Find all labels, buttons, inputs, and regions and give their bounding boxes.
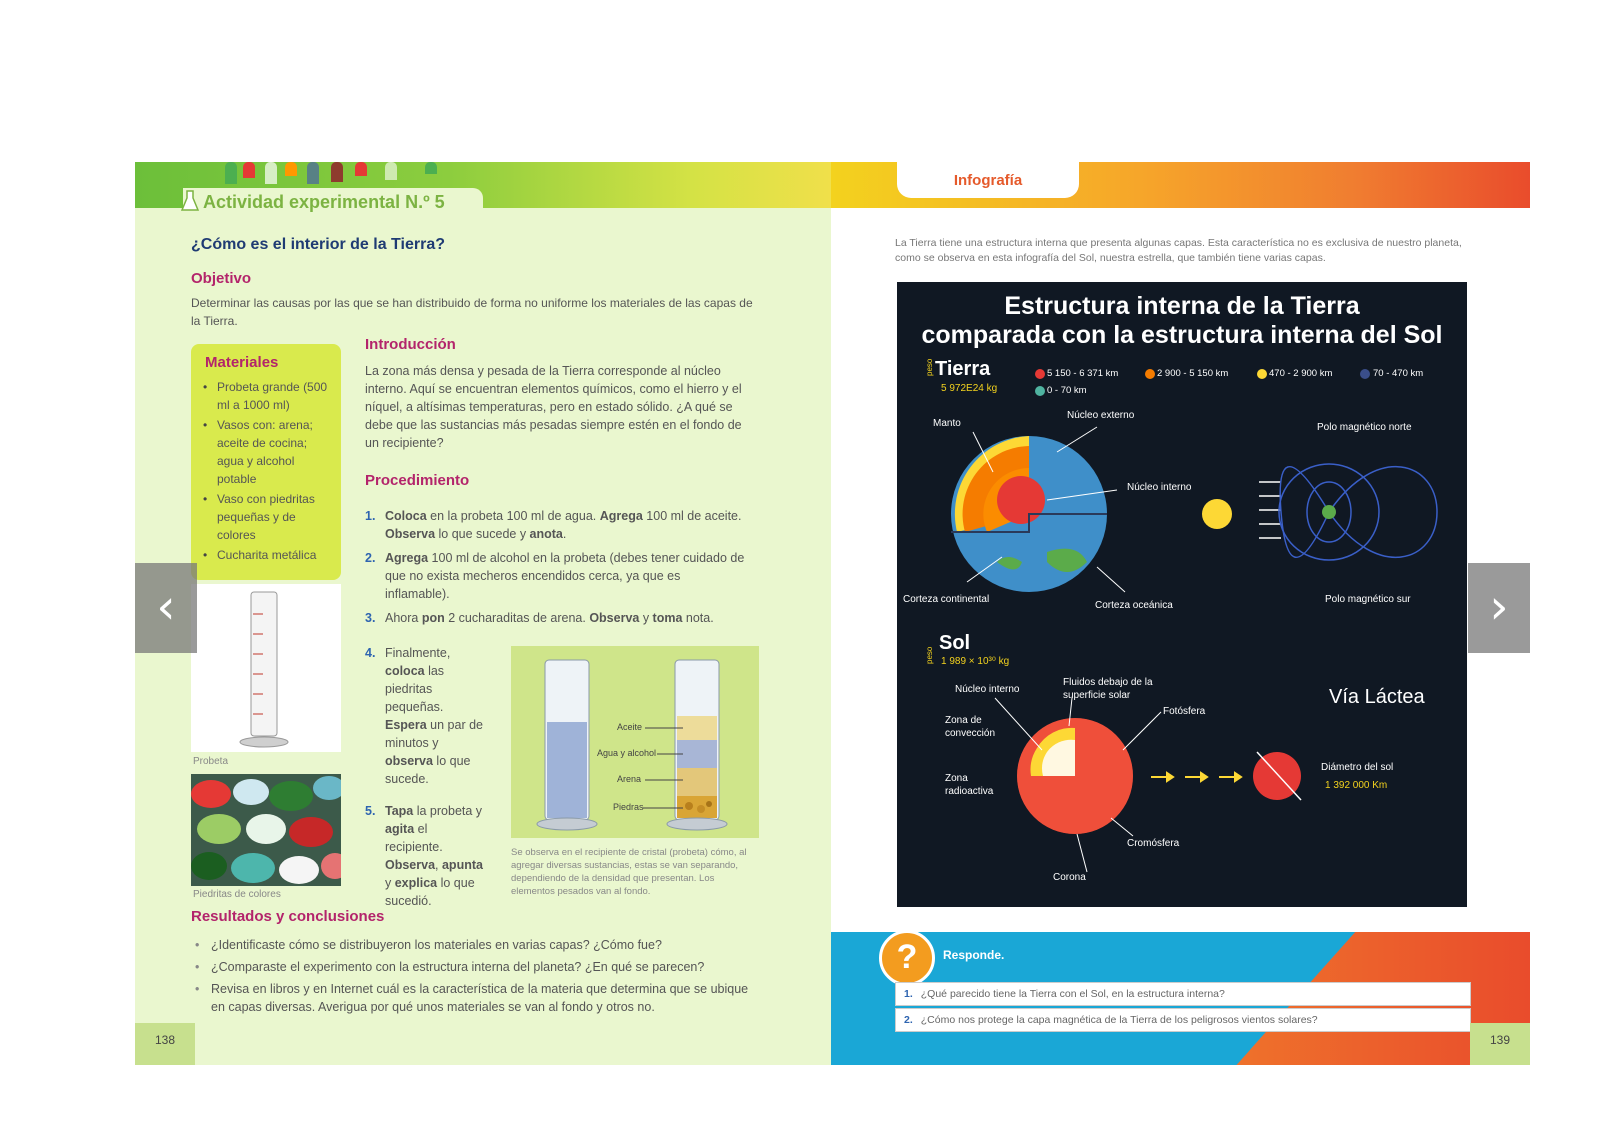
label-zona-conveccion: Zona de convección bbox=[945, 715, 996, 739]
procedure-step-4: 4. Finalmente, coloca las piedritas pequeñas. Espera un par de minutos y observa lo que sucede. bbox=[365, 646, 483, 786]
objetivo-text: Determinar las causas por las que se han distribuido de forma no uniforme los materiales de las capas de la Tierra. bbox=[191, 296, 753, 328]
label-fotosfera: Fotósfera bbox=[1163, 706, 1206, 717]
prev-page-button[interactable] bbox=[135, 563, 197, 653]
list-item: • ¿Identificaste cómo se distribuyeron los materiales en varias capas? ¿Cómo fue? bbox=[191, 936, 751, 954]
activity-title-tab bbox=[183, 188, 483, 216]
page-number-right: 139 bbox=[1470, 1023, 1530, 1065]
label-manto: Manto bbox=[933, 418, 961, 429]
infografia-tab-label: Infografía bbox=[953, 172, 1023, 189]
graduated-cylinder-image bbox=[191, 584, 341, 752]
materials-list bbox=[203, 378, 335, 566]
procedure-step: 3. Ahora pon 2 cucharaditas de arena. Observa y toma nota. bbox=[365, 611, 714, 625]
label-piedras: Piedras bbox=[613, 802, 644, 812]
infographic-title-line2: comparada con la estructura interna del Sol bbox=[921, 321, 1443, 349]
intro-heading: Introducción bbox=[365, 336, 456, 353]
book-spread bbox=[135, 162, 1530, 1065]
legend-item: 2 900 - 5 150 km bbox=[1157, 368, 1229, 379]
label-via-lactea: Vía Láctea bbox=[1329, 686, 1425, 708]
label-diametro: Diámetro del sol bbox=[1321, 762, 1394, 773]
label-polo-norte: Polo magnético norte bbox=[1317, 422, 1412, 433]
right-page bbox=[831, 162, 1530, 1065]
question-1: 1. ¿Qué parecido tiene la Tierra con el Sol, en la estructura interna? bbox=[895, 982, 1471, 1006]
chevron-right-icon: › bbox=[1489, 579, 1509, 635]
objetivo-heading: Objetivo bbox=[191, 270, 252, 287]
label-corteza-oceanica: Corteza oceánica bbox=[1095, 600, 1173, 611]
activity-question: ¿Cómo es el interior de la Tierra? bbox=[191, 236, 445, 253]
infographic bbox=[897, 282, 1467, 907]
procedure-step: 1. Coloca en la probeta 100 ml de agua. Agrega 100 ml de aceite. Observa lo que sucede y anota. bbox=[365, 509, 742, 541]
procedure-step: 2. Agrega 100 ml de alcohol en la probeta (debes tener cuidado de que no exista mecheros encendidos cerca, ya que es inflamable). bbox=[365, 551, 745, 601]
page-number-left: 138 bbox=[135, 1023, 195, 1065]
legend-item: 5 150 - 6 371 km bbox=[1047, 368, 1119, 379]
label-nucleo-externo: Núcleo externo bbox=[1067, 410, 1135, 421]
infographic-title-line1: Estructura interna de la Tierra bbox=[1004, 292, 1360, 320]
sol-heading: Sol bbox=[939, 632, 971, 654]
label-corona: Corona bbox=[1053, 872, 1086, 883]
tierra-peso-label: peso bbox=[925, 358, 934, 376]
infographic-intro: La Tierra tiene una estructura interna que presenta algunas capas. Esta característica no es exclusiva de nuestro planeta, como se observa en esta infografía del Sol, nuestra estrella, que también tiene varias capas. bbox=[895, 237, 1462, 264]
label-nucleo-interno: Núcleo interno bbox=[1127, 482, 1192, 493]
resultados-heading: Resultados y conclusiones bbox=[191, 908, 385, 925]
left-page bbox=[135, 162, 831, 1065]
procedimiento-heading: Procedimiento bbox=[365, 472, 470, 489]
legend-item: 470 - 2 900 km bbox=[1269, 368, 1333, 379]
piedritas-caption: Piedritas de colores bbox=[193, 889, 281, 900]
list-item: • Cucharita metálica bbox=[203, 546, 335, 564]
legend-item: 70 - 470 km bbox=[1373, 368, 1424, 379]
intro-text: La zona más densa y pesada de la Tierra corresponde al núcleo interno. Aquí se encuentran elementos químicos, como el hierro y el níquel, a altísimas temperaturas, pero en estado sólido. ¿A qué se debe que las sustancias más pesadas siempre estén en el fondo de un recipiente? bbox=[365, 364, 742, 450]
cylinders-illustration bbox=[511, 646, 759, 838]
label-aceite: Aceite bbox=[617, 722, 643, 732]
value-diametro: 1 392 000 Km bbox=[1325, 780, 1388, 791]
materiales-heading: Materiales bbox=[205, 354, 279, 371]
list-item: • Vasos con: arena; aceite de cocina; agua y alcohol potable bbox=[203, 416, 335, 488]
chevron-left-icon: ‹ bbox=[156, 579, 176, 635]
sun-cutaway bbox=[1017, 718, 1133, 834]
piedritas-photo bbox=[191, 774, 341, 886]
label-cromosfera: Cromósfera bbox=[1127, 838, 1180, 849]
flask-icon bbox=[181, 190, 199, 212]
legend-item: 0 - 70 km bbox=[1047, 385, 1087, 396]
list-item: • ¿Comparaste el experimento con la estructura interna del planeta? ¿En qué se parecen? bbox=[191, 958, 751, 976]
label-zona-radioactiva: Zona radioactiva bbox=[945, 773, 994, 797]
label-agua-alcohol: Agua y alcohol bbox=[597, 748, 657, 758]
colored-stones-image bbox=[191, 774, 341, 886]
label-fluidos: Fluidos debajo de la superficie solar bbox=[1063, 677, 1153, 701]
results-list bbox=[191, 936, 751, 1020]
earth-cutaway bbox=[951, 436, 1107, 592]
tierra-heading: Tierra bbox=[935, 358, 991, 380]
sol-peso: 1 989 × 10³⁰ kg bbox=[941, 656, 1010, 667]
sol-peso-label: peso bbox=[925, 646, 934, 664]
procedure-step-5: 5. Tapa la probeta y agita el recipiente. Observa, apunta y explica lo que sucedió. bbox=[365, 804, 483, 908]
magnetic-field-lines bbox=[1279, 464, 1437, 560]
materials-box bbox=[191, 344, 341, 580]
label-arena: Arena bbox=[617, 774, 642, 784]
question-mark-icon: ? bbox=[879, 930, 935, 986]
probeta-photo bbox=[191, 584, 341, 752]
probeta-caption: Probeta bbox=[193, 756, 229, 767]
tierra-peso: 5 972E24 kg bbox=[941, 383, 998, 394]
list-item: • Vaso con piedritas pequeñas y de colores bbox=[203, 490, 335, 544]
question-2: 2. ¿Cómo nos protege la capa magnética de la Tierra de los peligrosos vientos solares? bbox=[895, 1008, 1471, 1032]
responde-label: Responde. bbox=[943, 948, 1005, 962]
list-item: • Revisa en libros y en Internet cuál es la característica de la materia que determina que se ubique en capas diversas. Averigua por qué unos materiales se van al fondo y otros no. bbox=[191, 980, 751, 1016]
label-sol-nucleo: Núcleo interno bbox=[955, 684, 1020, 695]
cylinders-caption: Se observa en el recipiente de cristal (probeta) cómo, al agregar diversas sustancias, estas se van separando, dependiendo de la densidad que presentan. Los elementos pesados van al fondo. bbox=[511, 847, 747, 897]
next-page-button[interactable] bbox=[1468, 563, 1530, 653]
procedure-list bbox=[365, 507, 745, 633]
activity-title: Actividad experimental N.º 5 bbox=[203, 192, 445, 212]
label-corteza-continental: Corteza continental bbox=[903, 594, 990, 605]
label-polo-sur: Polo magnético sur bbox=[1325, 594, 1411, 605]
list-item: • Probeta grande (500 ml a 1000 ml) bbox=[203, 378, 335, 414]
infografia-tab bbox=[897, 162, 1079, 198]
